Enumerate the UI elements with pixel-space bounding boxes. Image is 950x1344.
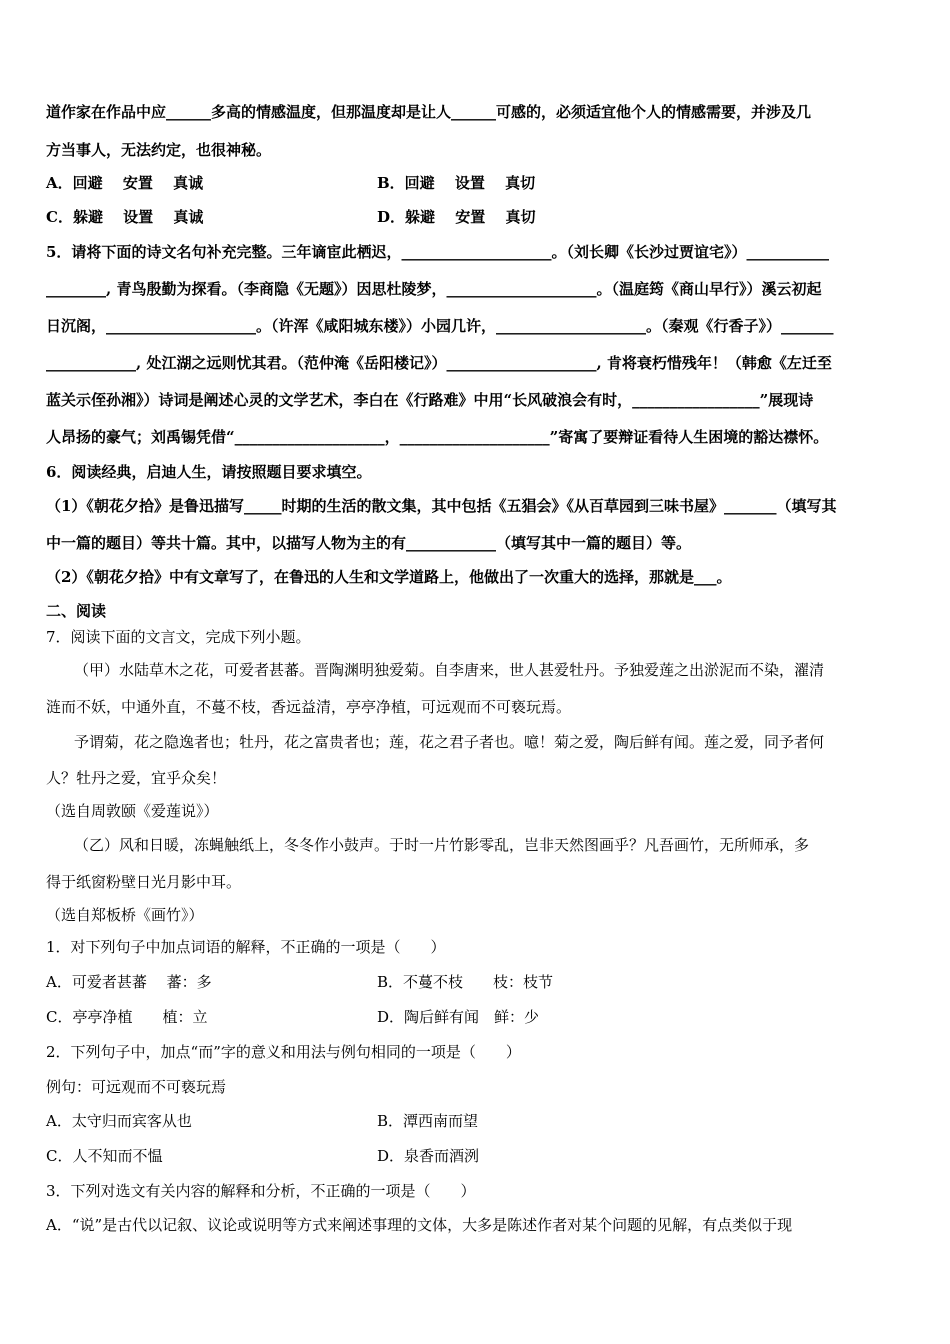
option-d: D．陶后鲜有闻 鲜：少 [377, 1008, 540, 1026]
option-row [46, 1111, 906, 1131]
passage-line: （乙）风和日暖，冻蝇触纸上，冬冬作小鼓声。于时一片竹影零乱，岂非天然图画乎？凡吾画竹，无所师承，多 [74, 836, 810, 854]
passage-line: 予谓菊，花之隐逸者也；牡丹，花之富贵者也；莲，花之君子者也。噫！菊之爱，陶后鲜有闻。莲之爱，同予者何 [74, 733, 825, 751]
passage-line: 得于纸窗粉壁日光月影中耳。 [46, 873, 242, 891]
option-c: C．亭亭净植 植：立 [46, 1008, 208, 1026]
text-line: 日沉阁，____________________。（许浑《咸阳城东楼》）小园几许，____________________。（秦观《行香子》）_______ [46, 317, 834, 335]
question-5: 5．请将下面的诗文名句补充完整。三年谪宦此栖迟，____________________。（刘长卿《长沙过贾谊宅》）___________ [46, 243, 829, 261]
sub-question-1: 1．对下列句子中加点词语的解释，不正确的一项是（ ） [46, 938, 446, 956]
option-row [46, 173, 906, 193]
option-c: C．躲避 设置 真诚 [46, 208, 204, 226]
option-c: C．人不知而不愠 [46, 1147, 163, 1165]
passage-line: 人？牡丹之爱，宜乎众矣！ [46, 769, 227, 787]
option-row [46, 1146, 906, 1166]
example-sentence: 例句：可远观而不可亵玩焉 [46, 1078, 227, 1096]
text-line: （2）《朝花夕拾》中有文章写了，在鲁迅的人生和文学道路上，他做出了一次重大的选择，那就是___。 [46, 568, 732, 586]
text-line: ________, 青鸟殷勤为探看。（李商隐《无题》）因思杜陵梦，____________________。（温庭筠《商山早行》）溪云初起 [46, 280, 822, 298]
sub-question-2: 2．下列句子中，加点“而”字的意义和用法与例句相同的一项是（ ） [46, 1043, 521, 1061]
question-6: 6．阅读经典，启迪人生，请按照题目要求填空。 [46, 463, 372, 481]
option-a: A．“说”是古代以记叙、议论或说明等方式来阐述事理的文体，大多是陈述作者对某个问题的见解，有点类似于现 [46, 1216, 793, 1234]
option-row [46, 1007, 906, 1027]
text-line: ____________, 处江湖之远则忧其君。（范仲淹《岳阳楼记》）____________________, 肯将衰朽惜残年！（韩愈《左迁至 [46, 354, 832, 372]
option-row [46, 972, 906, 992]
option-d: D．躲避 安置 真切 [377, 208, 536, 226]
text-line: （1）《朝花夕拾》是鲁迅描写_____时期的生活的散文集，其中包括《五猖会》《从百草园到三味书屋》_______（填写其 [46, 497, 837, 515]
option-a: A．太守归而宾客从也 [46, 1112, 192, 1130]
passage-line: （甲）水陆草木之花，可爱者甚蕃。晋陶渊明独爱菊。自李唐来，世人甚爱牡丹。予独爱莲之出淤泥而不染，濯清 [74, 661, 825, 679]
text-line: 人昂扬的豪气；刘禹锡凭借“____________________，____________________”寄寓了要辩证看待人生困境的豁达襟怀。 [46, 428, 829, 446]
option-a: A．可爱者甚蕃 蕃：多 [46, 973, 212, 991]
section-heading: 二、阅读 [46, 602, 107, 620]
option-a: A．回避 安置 真诚 [46, 174, 204, 192]
question-7: 7．阅读下面的文言文，完成下列小题。 [46, 628, 311, 646]
option-d: D．泉香而酒洌 [377, 1147, 480, 1165]
option-row [46, 207, 906, 227]
passage-line: 涟而不妖，中通外直，不蔓不枝，香远益清，亭亭净植，可远观而不可亵玩焉。 [46, 698, 572, 716]
sub-question-3: 3．下列对选文有关内容的解释和分析，不正确的一项是（ ） [46, 1182, 476, 1200]
option-b: B．回避 设置 真切 [377, 174, 536, 192]
text-line: 蓝关示侄孙湘》）诗词是阐述心灵的文学艺术，李白在《行路难》中用“长风破浪会有时，_________________”展现诗 [46, 391, 814, 409]
text-line: 道作家在作品中应______多高的情感温度，但那温度却是让人______可感的，必须适宜他个人的情感需要，并涉及几 [46, 103, 812, 121]
source-note: （选自郑板桥《画竹》） [46, 906, 204, 924]
text-line: 方当事人，无法约定，也很神秘。 [46, 141, 272, 159]
option-b: B．潭西南而望 [377, 1112, 479, 1130]
option-b: B．不蔓不枝 枝：枝节 [377, 973, 554, 991]
text-line: 中一篇的题目）等共十篇。其中，以描写人物为主的有____________（填写其中一篇的题目）等。 [46, 534, 692, 552]
source-note: （选自周敦颐《爱莲说》） [46, 802, 219, 820]
